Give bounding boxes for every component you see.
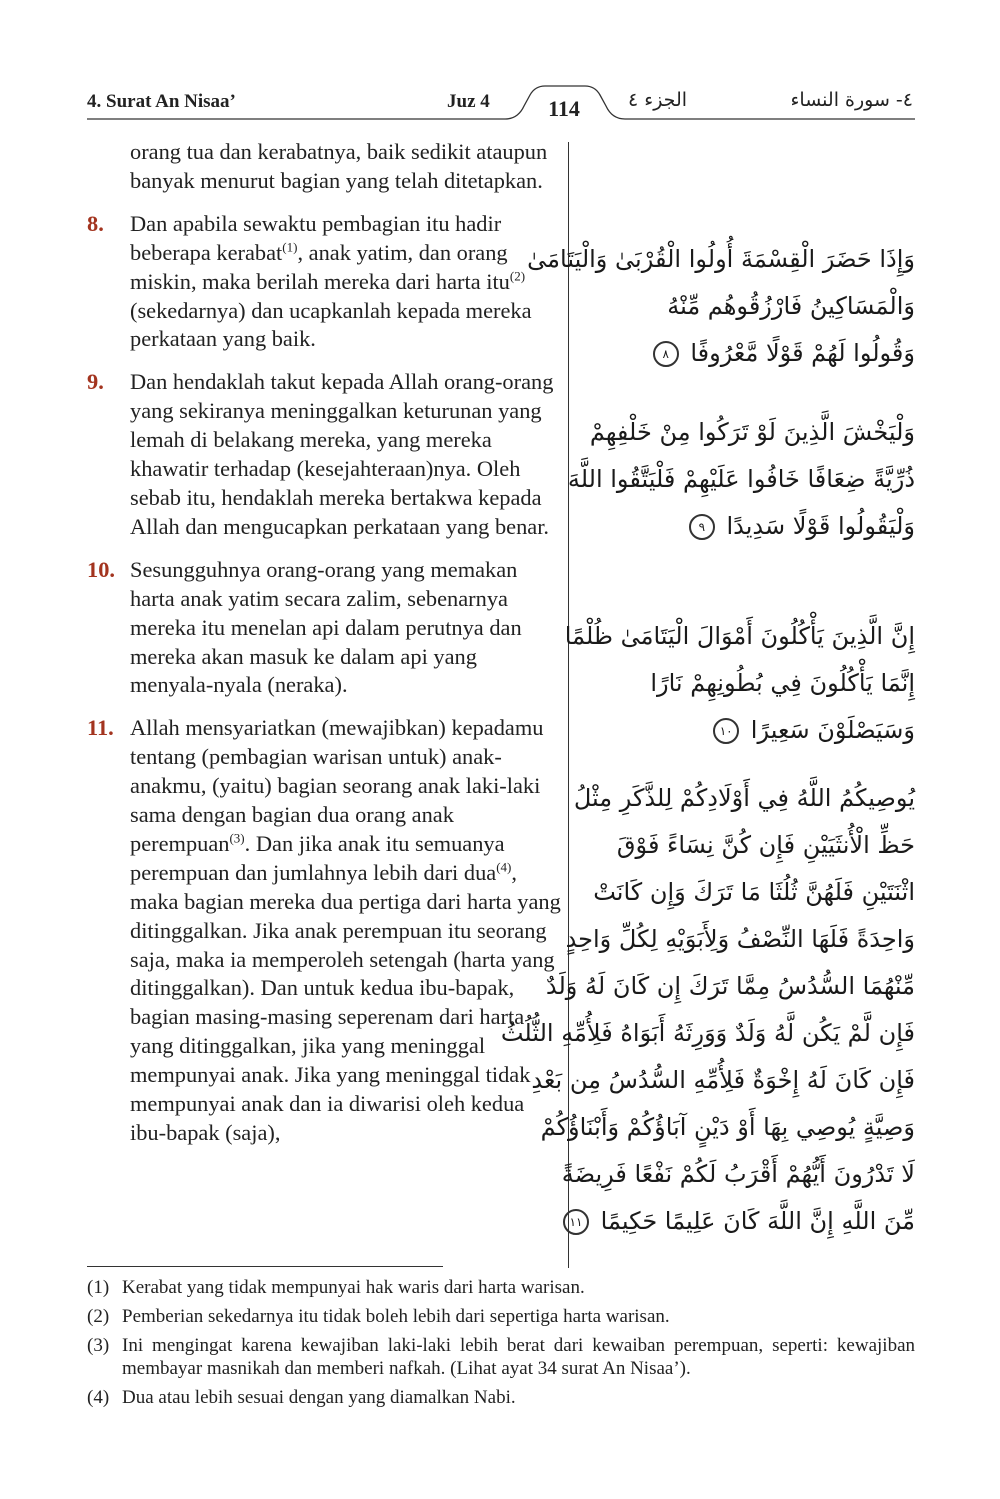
- arabic-line: اثْنَتَيْنِ فَلَهُنَّ ثُلُثَا مَا تَرَكَ وَإِن كَانَتْ: [593, 878, 915, 906]
- footnote-ref[interactable]: (2): [509, 268, 526, 284]
- header-rule: [0, 0, 1000, 130]
- verse-number: 10.: [87, 556, 115, 582]
- verse-11: [87, 714, 562, 1148]
- footnotes: [87, 1276, 915, 1415]
- arabic-line: وَقُولُوا لَهُمْ قَوْلًا مَّعْرُوفًا ٨: [585, 330, 915, 377]
- footnote-rule: [87, 1266, 443, 1267]
- verse-text: Sesungguhnya orang-orang yang memakan harta anak yatim secara zalim, sebenarnya mereka itu menelan api dalam perutnya dan mereka akan masuk ke dalam api yang menyala-nyala (neraka).: [130, 556, 522, 698]
- footnote-number: (1): [87, 1277, 110, 1298]
- footnote-text: Dua atau lebih sesuai dengan yang diamalkan Nabi.: [122, 1387, 516, 1408]
- arabic-line: مِّنْهُمَا السُّدُسُ مِمَّا تَرَكَ إِن كَانَ لَهُ وَلَدٌ: [545, 972, 915, 1000]
- arabic-verse-8: [527, 236, 915, 377]
- header-surah-latin: 4. Surat An Nisaa’: [87, 91, 236, 112]
- verse-8: [87, 210, 562, 355]
- footnote-number: (2): [87, 1306, 110, 1327]
- arabic-line: حَظِّ الْأُنثَيَيْنِ فَإِن كُنَّ نِسَاءً فَوْقَ: [616, 831, 915, 859]
- arabic-verse-11: [500, 775, 915, 1245]
- footnote-text: Ini mengingat karena kewajiban laki-laki lebih berat dari kewaiban perempuan, seperti: kewajiban membayar masnikah dan memberi nafkah. (Lihat ayat 34 surat An Nisaa’).: [122, 1335, 915, 1379]
- verse-10: [87, 556, 562, 701]
- verse-number: 8.: [87, 210, 104, 236]
- verse-text: Dan hendaklah takut kepada Allah orang-orang yang sekiranya meninggalkan keturunan yang lemah di belakang mereka, yang mereka khawatir terhadap (kesejahteraan)nya. Oleh sebab itu, hendaklah mereka bertakwa kepada Allah dan mengucapkan perkataan yang benar.: [130, 369, 554, 539]
- footnote: [87, 1305, 915, 1328]
- footnote-ref[interactable]: (3): [229, 830, 245, 846]
- verse-number: 11.: [87, 715, 114, 741]
- header-surah-arabic: ٤- سورة النساء: [790, 89, 913, 111]
- verse-text: Dan apabila sewaktu pembagian itu hadir beberapa kerabat$^{(1)}$, anak yatim, dan orang miskin, maka berilah mereka dari harta itu$^{(2)}$ (sekedarnya) dan ucapkanlah kepada mereka perkataan yang baik.: [130, 210, 532, 352]
- footnote-ref[interactable]: (1): [282, 239, 298, 255]
- arabic-line: وَلْيَقُولُوا قَوْلًا سَدِيدًا ٩: [585, 503, 915, 550]
- ayah-number-marker: ٩: [689, 514, 715, 540]
- arabic-line: وَالْمَسَاكِينُ فَارْزُقُوهُم مِّنْهُ: [667, 292, 915, 320]
- arabic-line: إِنَّمَا يَأْكُلُونَ فِي بُطُونِهِمْ نَارًا: [650, 669, 915, 697]
- footnote-text: Kerabat yang tidak mempunyai hak waris dari harta warisan.: [122, 1277, 585, 1298]
- footnote-number: (3): [87, 1335, 110, 1356]
- page-number: 114: [548, 96, 580, 121]
- arabic-line: لَا تَدْرُونَ أَيُّهُمْ أَقْرَبُ لَكُمْ نَفْعًا فَرِيضَةً: [561, 1160, 915, 1188]
- arabic-verse-9: [567, 409, 915, 550]
- footnote: [87, 1334, 915, 1380]
- arabic-line: وَاحِدَةً فَلَهَا النِّصْفُ وَلِأَبَوَيْهِ لِكُلِّ وَاحِدٍ: [565, 925, 915, 953]
- footnote-ref[interactable]: (4): [496, 859, 512, 875]
- ayah-number-marker: ١٠: [713, 718, 739, 744]
- arabic-line: يُوصِيكُمُ اللَّهُ فِي أَوْلَادِكُمْ لِلذَّكَرِ مِثْلُ: [573, 784, 915, 812]
- verse-9: [87, 368, 562, 541]
- arabic-line: وَلْيَخْشَ الَّذِينَ لَوْ تَرَكُوا مِنْ خَلْفِهِمْ: [589, 418, 915, 446]
- translation-column: [87, 138, 562, 1162]
- verse-number: 9.: [87, 369, 104, 395]
- arabic-line: وَصِيَّةٍ يُوصِي بِهَا أَوْ دَيْنٍ آبَاؤُكُمْ وَأَبْنَاؤُكُمْ: [540, 1113, 915, 1141]
- arabic-line: فَإِن كَانَ لَهُ إِخْوَةٌ فَلِأُمِّهِ السُّدُسُ مِن بَعْدِ: [531, 1066, 915, 1094]
- arabic-line: مِّنَ اللَّهِ إِنَّ اللَّهَ كَانَ عَلِيمًا حَكِيمًا ١١: [585, 1198, 915, 1245]
- arabic-verse-10: [564, 613, 915, 754]
- ayah-number-marker: ١١: [563, 1209, 589, 1235]
- ayah-number-marker: ٨: [653, 341, 679, 367]
- arabic-line: ذُرِّيَّةً ضِعَافًا خَافُوا عَلَيْهِمْ فَلْيَتَّقُوا اللَّهَ: [567, 465, 915, 493]
- footnote-number: (4): [87, 1387, 110, 1408]
- footnote: [87, 1276, 915, 1299]
- continuation-text: orang tua dan kerabatnya, baik sedikit ataupun banyak menurut bagian yang telah ditetapkan.: [130, 139, 548, 193]
- arabic-line: وَسَيَصْلَوْنَ سَعِيرًا ١٠: [585, 707, 915, 754]
- arabic-line: إِنَّ الَّذِينَ يَأْكُلُونَ أَمْوَالَ الْيَتَامَىٰ ظُلْمًا: [564, 622, 915, 650]
- verse-text: Allah mensyariatkan (mewajibkan) kepadamu tentang (pembagian warisan untuk) anak-anakmu, (yaitu) bagian seorang anak laki-laki sama dengan bagian dua orang anak perempuan$^{(3)}$. Dan jika anak itu semuanya perempuan dan jumlahnya lebih dari dua$^{(4)}$, maka bagian mereka dua pertiga dari harta yang ditinggalkan. Jika anak perempuan itu seorang saja, maka ia memperoleh setengah (harta yang ditinggalkan). Dan untuk kedua ibu-bapak, bagian masing-masing seperenam dari harta yang ditinggalkan, jika yang meninggal mempunyai anak. Jika yang meninggal tidak mempunyai anak dan ia diwarisi oleh kedua ibu-bapak (saja),: [130, 715, 561, 1145]
- footnote-text: Pemberian sekedarnya itu tidak boleh lebih dari sepertiga harta warisan.: [122, 1306, 670, 1327]
- footnote: [87, 1386, 915, 1409]
- arabic-line: فَإِن لَّمْ يَكُن لَّهُ وَلَدٌ وَوَرِثَهُ أَبَوَاهُ فَلِأُمِّهِ الثُّلُثُ: [500, 1019, 915, 1047]
- header-juz-arabic: الجزء ٤: [628, 89, 688, 111]
- arabic-line: وَإِذَا حَضَرَ الْقِسْمَةَ أُولُوا الْقُرْبَىٰ وَالْيَتَامَىٰ: [527, 245, 915, 273]
- header-juz-latin: Juz 4: [447, 91, 490, 112]
